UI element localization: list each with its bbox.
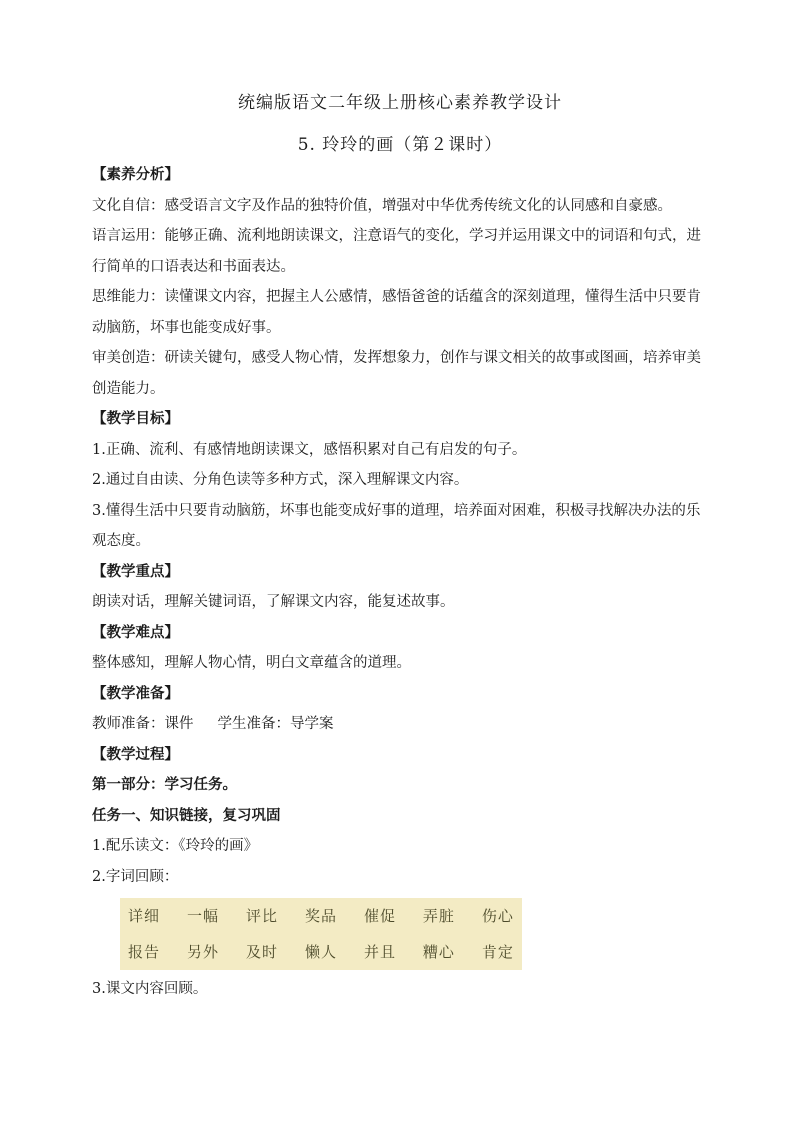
list-item: 2.字词回顾： [92, 868, 179, 885]
paragraph: 思维能力：读懂课文内容，把握主人公感情，感悟爸爸的话蕴含的深刻道理，懂得生活中只要肯动脑筋，坏事也能变成好事。 [92, 289, 701, 336]
paragraph: 文化自信：感受语言文字及作品的独特价值，增强对中华优秀传统文化的认同感和自豪感。 [92, 197, 672, 214]
vocabulary-box [120, 898, 522, 970]
vocab-word: 评比 [245, 906, 278, 925]
paragraph: 朗读对话，理解关键词语，了解课文内容，能复述故事。 [92, 594, 455, 610]
part-heading: 第一部分：学习任务。 [92, 776, 237, 793]
section-heading-preparation: 【教学准备】 [92, 684, 179, 702]
section-heading-goals: 【教学目标】 [92, 410, 179, 427]
list-item: 1.正确、流利、有感情地朗读课文，感悟积累对自己有启发的句子。 [92, 441, 527, 458]
teacher-prep: 教师准备：课件 [92, 716, 194, 732]
vocab-word: 肯定 [481, 942, 514, 961]
list-item: 3.懂得生活中只要肯动脑筋，坏事也能变成好事的道理，培养面对困难，积极寻找解决办法的乐观态度。 [92, 502, 701, 549]
vocab-word: 及时 [245, 942, 278, 961]
doc-content [92, 160, 712, 1005]
vocab-word: 另外 [186, 942, 219, 961]
section-heading-process: 【教学过程】 [92, 745, 179, 763]
section-heading-difficulties: 【教学难点】 [92, 623, 179, 641]
vocab-word: 伤心 [481, 906, 514, 925]
student-prep: 学生准备：导学案 [217, 716, 334, 732]
vocab-word: 详细 [128, 906, 161, 925]
vocabulary-row-1 [128, 901, 514, 932]
vocab-word: 懒人 [304, 942, 337, 961]
section-heading-analysis: 【素养分析】 [92, 166, 179, 183]
vocab-word: 并且 [363, 942, 396, 961]
paragraph: 整体感知，理解人物心情，明白文章蕴含的道理。 [92, 655, 411, 671]
vocab-word: 催促 [363, 906, 396, 925]
vocab-word: 报告 [128, 942, 161, 961]
vocab-word: 一幅 [186, 906, 219, 925]
list-item: 1.配乐读文：《玲玲的画》 [92, 838, 259, 854]
vocabulary-row-2 [128, 937, 514, 968]
doc-subtitle: 5. 玲玲的画（第２课时） [297, 135, 503, 155]
vocab-word: 弄脏 [422, 906, 455, 925]
doc-title: 统编版语文二年级上册核心素养教学设计 [238, 93, 562, 113]
paragraph: 审美创造：研读关键句，感受人物心情，发挥想象力，创作与课文相关的故事或图画，培养审美创造能力。 [92, 350, 701, 397]
task-heading: 任务一、知识链接，复习巩固 [92, 806, 281, 824]
list-item: 3.课文内容回顾。 [92, 981, 208, 997]
preparation-line [92, 709, 712, 740]
vocab-word: 糟心 [422, 942, 455, 961]
section-heading-key-points: 【教学重点】 [92, 562, 179, 580]
list-item: 2.通过自由读、分角色读等多种方式，深入理解课文内容。 [92, 472, 469, 488]
vocab-word: 奖品 [304, 906, 337, 925]
paragraph: 语言运用：能够正确、流利地朗读课文，注意语气的变化，学习并运用课文中的词语和句式，进行简单的口语表达和书面表达。 [92, 228, 701, 275]
